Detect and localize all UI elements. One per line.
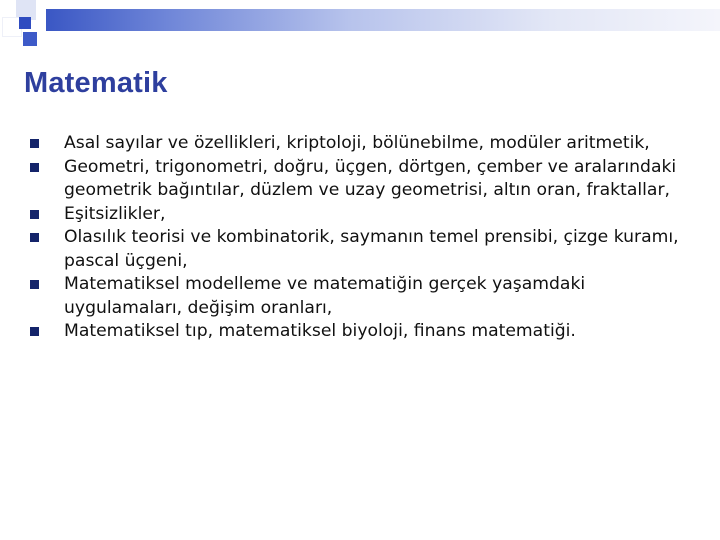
- square-bullet-icon: [30, 139, 39, 148]
- square-bullet-icon: [30, 163, 39, 172]
- bullet-item: [30, 203, 690, 227]
- slide-title: Matematik: [24, 67, 168, 99]
- decor-square-icon: [23, 32, 37, 46]
- bullet-text: Olasılık teorisi ve kombinatorik, saymanın temel prensibi, çizge kuramı, pascal üçgeni,: [64, 227, 679, 271]
- bullet-text: Asal sayılar ve özellikleri, kriptoloji, bölünebilme, modüler aritmetik,: [64, 133, 650, 153]
- bullet-text: Matematiksel modelleme ve matematiğin gerçek yaşamdaki uygulamaları, değişim oranları,: [64, 274, 586, 318]
- square-bullet-icon: [30, 233, 39, 242]
- bullet-text: Matematiksel tıp, matematiksel biyoloji, finans matematiği.: [64, 321, 576, 341]
- bullet-text: Geometri, trigonometri, doğru, üçgen, dörtgen, çember ve aralarındaki geometrik bağıntılar, düzlem ve uzay geometrisi, altın oran, fraktallar,: [64, 156, 677, 200]
- bullet-item: [30, 320, 690, 344]
- square-bullet-icon: [30, 327, 39, 336]
- square-bullet-icon: [30, 280, 39, 289]
- bullet-item: [30, 156, 690, 203]
- decor-square-icon: [19, 17, 31, 29]
- bullet-text: Eşitsizlikler,: [64, 203, 166, 224]
- bullet-item: [30, 226, 690, 273]
- bullet-item: [30, 132, 690, 156]
- header-gradient-band: [46, 9, 720, 31]
- square-bullet-icon: [30, 210, 39, 219]
- bullet-list: [30, 132, 690, 344]
- bullet-item: [30, 273, 690, 320]
